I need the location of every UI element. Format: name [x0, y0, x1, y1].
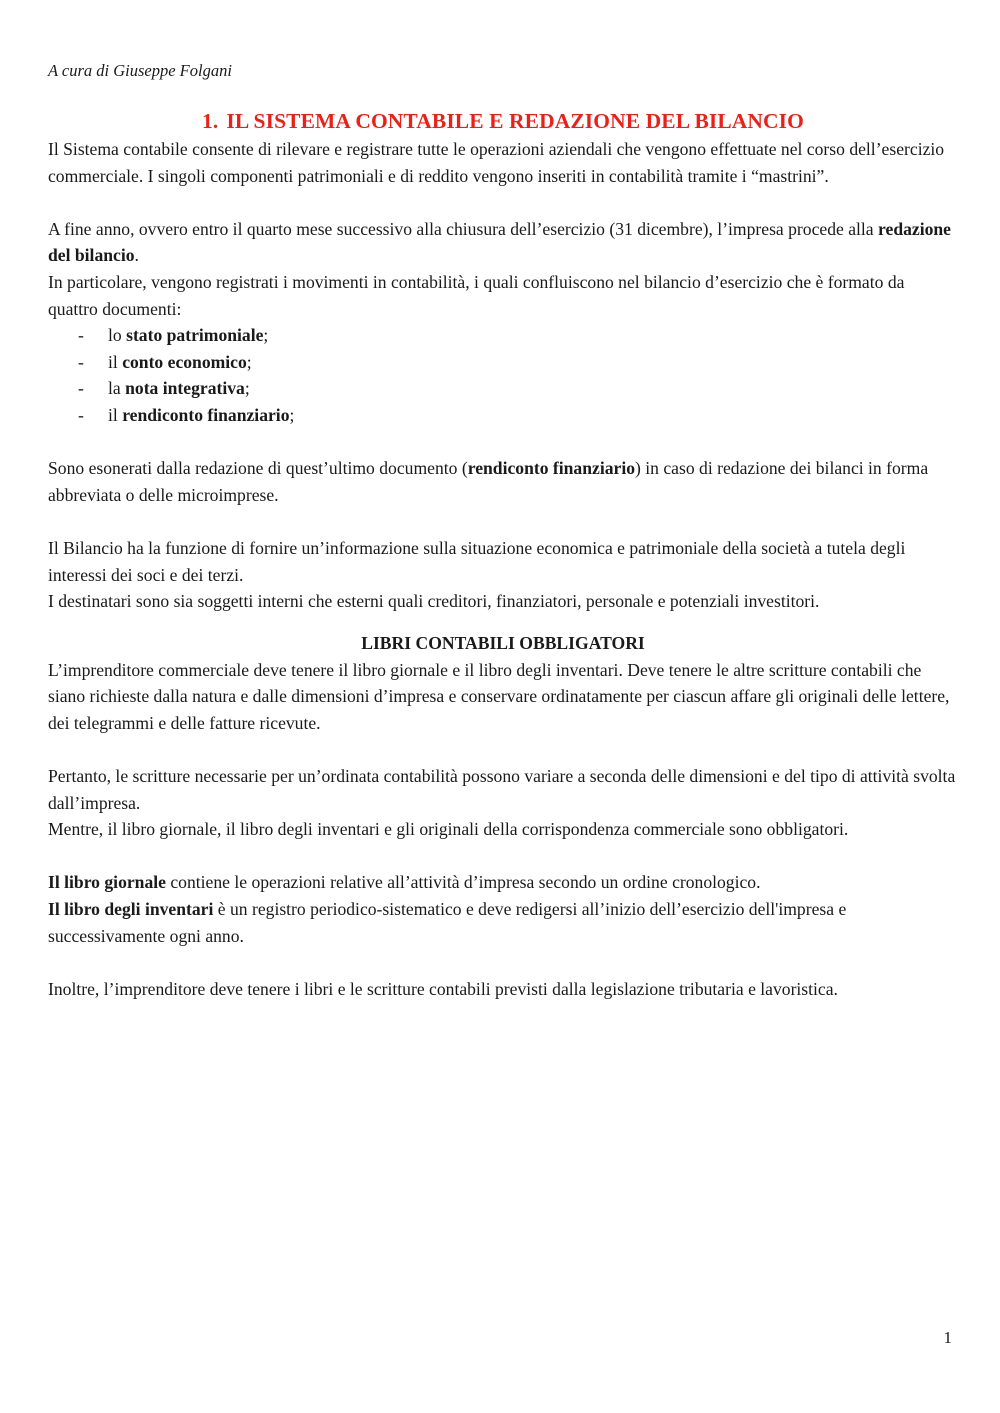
chapter-title-text: IL SISTEMA CONTABILE E REDAZIONE DEL BILANCIO [226, 109, 804, 133]
list-item-prefix: il [108, 351, 123, 372]
section-heading: LIBRI CONTABILI OBBLIGATORI [361, 632, 645, 653]
libri-paragraph-1: L’imprenditore commerciale deve tenere il libro giornale e il libro degli inventari. Deve tenere le altre scritture contabili che siano richieste dalla natura e dalle dimensioni d’impresa e conservare ordinatamente per ciascun affare gli originali delle lettere, dei telegrammi e delle fatture ricevute. [48, 659, 950, 733]
paragraph-spacer [48, 508, 958, 535]
list-item-prefix: lo [108, 325, 127, 346]
list-item-prefix: il [108, 404, 123, 425]
list-item-term: nota integrativa [125, 378, 245, 399]
documents-list [48, 322, 958, 428]
paragraph-spacer [48, 843, 958, 870]
exemption-end: ) in caso di redazione dei bilanci in forma abbreviata o delle microimprese. [48, 458, 929, 505]
intro-p2-bold: redazione del bilancio [48, 218, 951, 266]
intro-p2-text: A fine anno, ovvero entro il quarto mese successivo alla chiusura dell’esercizio (31 dicembre), l’impresa procede alla [48, 218, 879, 239]
page-number: 1 [943, 1328, 952, 1347]
paragraph-spacer [48, 429, 958, 456]
libri-paragraph-2: Pertanto, le scritture necessarie per un’ordinata contabilità possono variare a seconda delle dimensioni e del tipo di attività svolta dall’impresa. [48, 766, 956, 813]
list-item [48, 349, 958, 376]
intro-paragraph-3: In particolare, vengono registrati i movimenti in contabilità, i quali confluiscono nel bilancio d’esercizio che è formato da quattro documenti: [48, 271, 905, 319]
list-item-prefix: la [108, 378, 126, 399]
exemption-bold: rendiconto finanziario [467, 458, 636, 479]
libro-giornale-text: contiene le operazioni relative all’attività d’impresa secondo un ordine cronologico. [165, 872, 761, 893]
libri-paragraph-3: Mentre, il libro giornale, il libro degli inventari e gli originali della corrispondenza commerciale sono obbligatori. [48, 819, 849, 840]
list-item-suffix: ; [246, 351, 252, 372]
document-page [48, 58, 958, 1002]
list-item-suffix: ; [263, 325, 269, 346]
list-item-term: conto economico [122, 351, 247, 372]
list-item-suffix: ; [289, 404, 295, 425]
intro-p2-end: . [134, 245, 139, 266]
chapter-number: 1. [202, 109, 219, 133]
libro-giornale-paragraph [48, 869, 958, 896]
libro-inventari-paragraph [48, 896, 958, 949]
libro-inventari-term: Il libro degli inventari [48, 899, 214, 920]
dash-bullet: - [78, 351, 84, 372]
paragraph-spacer [48, 736, 958, 763]
paragraph-spacer [48, 189, 958, 216]
intro-paragraph-2 [48, 216, 958, 269]
author-line: A cura di Giuseppe Folgani [48, 61, 232, 80]
intro-paragraph-1: Il Sistema contabile consente di rilevare e registrare tutte le operazioni aziendali che vengono effettuate nel corso dell’esercizio commerciale. I singoli componenti patrimoniali e di reddito vengono inseriti in contabilità tramite i “mastrini”. [48, 139, 945, 186]
exemption-paragraph [48, 455, 958, 508]
dash-bullet: - [78, 325, 84, 346]
dash-bullet: - [78, 404, 84, 425]
function-paragraph-2: I destinatari sono sia soggetti interni che esterni quali creditori, finanziatori, personale e potenziali investitori. [48, 591, 820, 612]
list-item [48, 322, 958, 349]
list-item-term: rendiconto finanziario [122, 404, 290, 425]
libri-paragraph-4: Inoltre, l’imprenditore deve tenere i libri e le scritture contabili previsti dalla legislazione tributaria e lavoristica. [48, 978, 838, 999]
list-item [48, 402, 958, 429]
list-item-suffix: ; [244, 378, 250, 399]
libro-giornale-term: Il libro giornale [48, 872, 166, 893]
exemption-text: Sono esonerati dalla redazione di quest’ultimo documento ( [48, 458, 468, 479]
list-item [48, 375, 958, 402]
chapter-title [48, 106, 958, 136]
paragraph-spacer [48, 949, 958, 976]
libro-inventari-text: è un registro periodico-sistematico e deve redigersi all’inizio dell’esercizio dell'impresa e successivamente ogni anno. [48, 899, 847, 946]
dash-bullet: - [78, 378, 84, 399]
list-item-term: stato patrimoniale [126, 325, 264, 346]
function-paragraph-1: Il Bilancio ha la funzione di fornire un’informazione sulla situazione economica e patrimoniale della società a tutela degli interessi dei soci e dei terzi. [48, 537, 906, 585]
